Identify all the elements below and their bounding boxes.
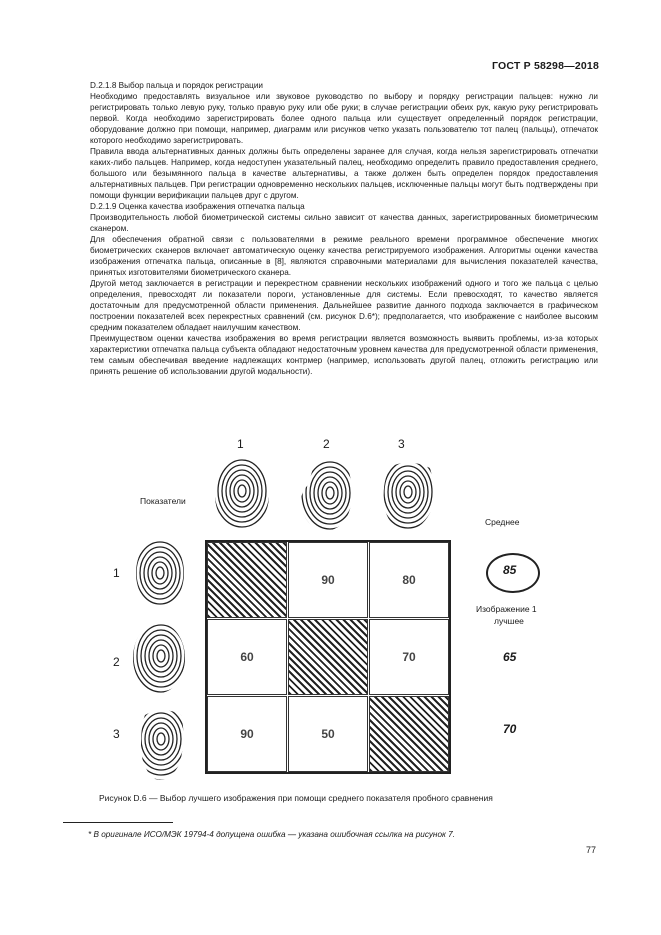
column-number: 2 [323, 437, 330, 451]
section-heading-d218: D.2.1.8 Выбор пальца и порядок регистрации [90, 81, 264, 90]
body-text [90, 80, 598, 377]
fingerprint-image [131, 620, 187, 696]
footnote-divider [63, 822, 173, 823]
figure-caption: Рисунок D.6 — Выбор лучшего изображения при помощи среднего показателя пробного сравнения [99, 793, 493, 803]
best-image-label: Изображение 1 [476, 604, 537, 614]
row-number: 1 [113, 566, 120, 580]
fingerprint-image [378, 458, 438, 534]
fingerprint-image [212, 455, 272, 533]
score-value: 70 [402, 650, 416, 664]
mean-value: 65 [503, 650, 517, 664]
score-value: 90 [240, 727, 254, 741]
scores-label: Показатели [140, 496, 186, 506]
score-matrix [205, 540, 451, 774]
section-heading-d219: D.2.1.9 Оценка качества изображения отпечатка пальца [90, 202, 305, 211]
matrix-cell [369, 619, 449, 695]
matrix-cell [207, 696, 287, 772]
score-value: 50 [321, 727, 335, 741]
fingerprint-image [135, 705, 187, 783]
paragraph: Другой метод заключается в регистрации и перекрестном сравнении нескольких изображений одного и того же пальца с целью определения, превосходят ли показатели пороги, установленные для системы. Если превосходят, то качество является достаточным для предусмотренной области применения. Дальнейшее развитие данного подхода заключается в графическом построении показателей всех перекрестных сравнений (см. рисунок D.6*); предполагается, что изображение с наиболее высоким средним показателем обладает наилучшим качеством. [90, 279, 598, 332]
matrix-cell-diagonal [288, 619, 368, 695]
best-image-label: лучшее [494, 616, 524, 626]
matrix-cell [288, 696, 368, 772]
document-id: ГОСТ Р 58298—2018 [491, 60, 599, 72]
score-value: 80 [402, 573, 416, 587]
row-number: 3 [113, 727, 120, 741]
mean-value: 85 [503, 563, 517, 577]
column-number: 3 [398, 437, 405, 451]
matrix-cell [207, 619, 287, 695]
matrix-cell-diagonal [369, 696, 449, 772]
mean-label: Среднее [485, 517, 520, 527]
column-number: 1 [237, 437, 244, 451]
footnote: * В оригинале ИСО/МЭК 19794-4 допущена ошибка — указана ошибочная ссылка на рисунок 7. [88, 830, 455, 839]
row-number: 2 [113, 655, 120, 669]
paragraph: Необходимо предоставлять визуальное или звуковое руководство по выбору и порядку регистрации пальцев: нужно ли регистрировать только левую руку, только правую руку или обе руки; в случае регистрации обеих рук, какую руку регистрировать первой. Когда необходимо зарегистрировать более одного пальца или существует определенный порядок регистрации, оборудование должно при помощи, например, диаграмм или рисунков четко указать пользователю тот палец (пальцы), отпечаток которого необходимо зарегистрировать. [90, 92, 598, 145]
paragraph: Для обеспечения обратной связи с пользователями в режиме реального времени программное обеспечение многих биометрических сканеров включает автоматическую оценку качества регистрируемого изображения. Алгоритмы оценки качества изображения отпечатка пальца, описанные в [8], являются справочными материалами для вычисления показателей качества, принятых изготовителями биометрического сканера. [90, 235, 598, 277]
score-value: 60 [240, 650, 254, 664]
fingerprint-image [134, 535, 186, 611]
page-number: 77 [586, 845, 597, 855]
fingerprint-image [296, 455, 356, 533]
paragraph: Преимуществом оценки качества изображения во время регистрации является возможность выявить проблемы, из-за которых характеристики отпечатка пальца субъекта обладают недостаточным уровнем качества для предусмотренной области применения, тем самым обеспечивая введение надлежащих контрмер (например, использовать другой палец, отложить регистрацию или принять решение об использовании другой модальности). [90, 334, 598, 376]
matrix-cell [369, 542, 449, 618]
matrix-cell-diagonal [207, 542, 287, 618]
paragraph: Правила ввода альтернативных данных должны быть определены заранее для случая, когда нельзя зарегистрировать отпечатки каких-либо пальцев. Например, когда недоступен указательный палец, необходимо определить правило предоставления среднего, большого или безымянного пальца в качестве альтернативы, а также должен быть определен порядок предоставления альтернативных пальцев. При регистрации одновременно нескольких пальцев, исключенные пальцы могут быть подтверждены при помощи функции верификации пальцев друг с другом. [90, 147, 598, 200]
score-value: 90 [321, 573, 335, 587]
paragraph: Производительность любой биометрической системы сильно зависит от качества данных, зарегистрированных биометрическим сканером. [90, 213, 598, 233]
matrix-cell [288, 542, 368, 618]
mean-value: 70 [503, 722, 517, 736]
